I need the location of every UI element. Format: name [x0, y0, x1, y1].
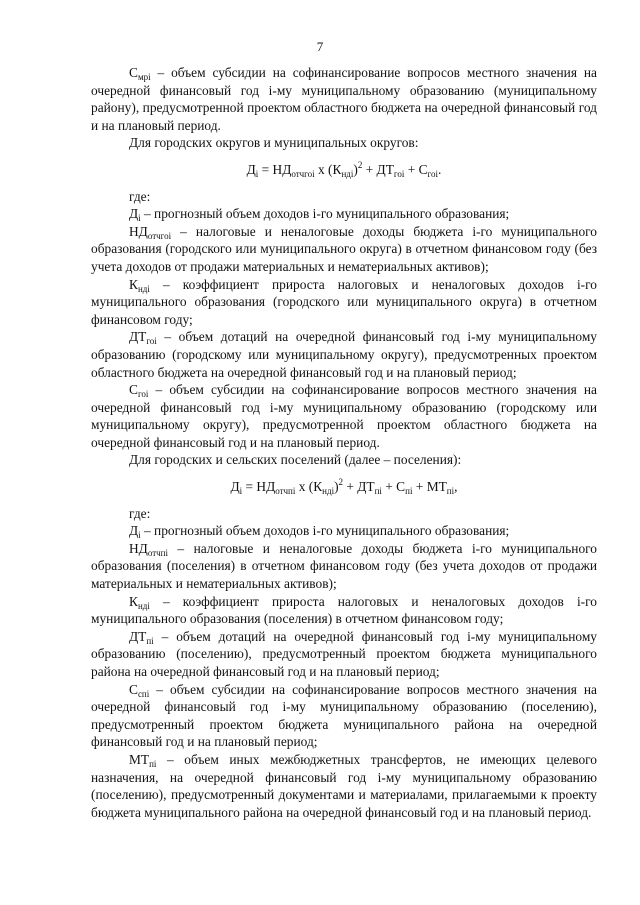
definition-paragraph: [91, 522, 597, 540]
formula-subscript: i: [239, 486, 243, 497]
variable-name: Д: [129, 206, 139, 222]
variable-subscript: cпi: [137, 688, 150, 699]
paragraph-text: Для городских и сельских поселений (далее – поселения):: [129, 452, 462, 468]
formula-text: = НД: [242, 479, 276, 495]
definition-paragraph: [91, 223, 597, 276]
formula-text: + С: [404, 161, 428, 177]
definition-paragraph: [91, 628, 597, 681]
variable-subscript: i: [138, 213, 141, 224]
definition-paragraph: [91, 381, 597, 451]
definition-paragraph: [91, 328, 597, 381]
variable-subscript: отчпi: [147, 547, 168, 558]
variable-subscript: отчгоi: [147, 230, 172, 241]
variable-symbol: [129, 682, 149, 697]
variable-name: ДТ: [129, 628, 147, 644]
formula-text: ): [353, 161, 358, 177]
paragraph-text: – коэффициент прироста налоговых и неналоговых доходов i-го муниципального образования (поселения) в отчетном финансовом году;: [91, 593, 597, 627]
formula-superscript: 2: [338, 477, 344, 488]
formula-text: х (К: [295, 479, 323, 495]
variable-symbol: [129, 329, 157, 347]
variable-symbol: [129, 541, 168, 556]
paragraph-text: – объем субсидии на софинансирование вопросов местного значения на очередной финансовый год i-му муниципальному образованию (поселению), предусмотренный проектом бюджета муниципального района на очередной финансовый год и на плановый период;: [91, 681, 597, 750]
definition-paragraph: [91, 276, 597, 329]
paragraph-text: – налоговые и неналоговые доходы бюджета i-го муниципального образования (городского или муниципального округа) в отчетном финансовом году (без учета доходов от продажи материальных и нематериальных активов);: [91, 223, 597, 274]
formula-subscript: гоi: [427, 168, 438, 179]
variable-name: МТ: [129, 751, 150, 767]
formula-text: + ДТ: [343, 479, 375, 495]
formula-text: + ДТ: [362, 161, 394, 177]
formula-text: ): [334, 479, 339, 495]
formula-text: ,: [454, 479, 458, 495]
paragraph-text: – налоговые и неналоговые доходы бюджета i-го муниципального образования (поселения) в отчетном финансовом году (без учета доходов от продажи материальных и нематериальных активов);: [91, 540, 597, 592]
variable-symbol: [129, 752, 156, 767]
where-label: где:: [129, 505, 151, 521]
variable-subscript: гоi: [146, 336, 157, 347]
variable-subscript: i: [138, 530, 141, 541]
variable-symbol: [129, 206, 141, 224]
variable-name: С: [129, 65, 138, 80]
variable-name: НД: [129, 223, 148, 239]
variable-symbol: [129, 224, 171, 239]
variable-symbol: [129, 277, 150, 292]
paragraph-text: Для городских округов и муниципальных округов:: [129, 135, 419, 151]
definition-paragraph: [91, 540, 597, 593]
formula: [91, 478, 597, 496]
formula-text: = НД: [258, 161, 292, 177]
document-body: [91, 64, 597, 821]
variable-name: К: [129, 593, 138, 609]
definition-paragraph: [91, 205, 597, 223]
paragraph-text: – объем иных межбюджетных трансфертов, не имеющих целевого назначения, на очередной финансовый год i-му муниципальному образованию (поселению), предусмотренный документами и материалами, прилагаемыми к проекту бюджета муниципального района на очередной финансовый год и на плановый период.: [91, 751, 597, 820]
variable-name: Д: [129, 523, 139, 539]
formula-text: .: [438, 161, 442, 177]
formula-subscript: отчгоi: [291, 168, 315, 179]
page-number: 7: [316, 39, 324, 54]
variable-symbol: [129, 382, 149, 400]
variable-symbol: [129, 65, 151, 80]
paragraph-text: – прогнозный объем доходов i-го муниципального образования;: [140, 523, 510, 539]
where-label: где:: [129, 188, 151, 204]
formula-superscript: 2: [357, 159, 363, 170]
formula-text: х (К: [314, 161, 342, 177]
variable-subscript: гоi: [137, 389, 149, 400]
formula-subscript: гоi: [393, 168, 405, 179]
variable-name: С: [129, 382, 138, 398]
paragraph-text: – прогнозный объем доходов i-го муниципального образования;: [140, 206, 510, 222]
formula-subscript: ндi: [341, 168, 354, 179]
formula: [91, 161, 597, 179]
variable-subscript: пi: [149, 758, 157, 769]
variable-subscript: ндi: [137, 600, 150, 611]
paragraph-text: – объем дотаций на очередной финансовый год i-му муниципальному образованию (городскому или муниципальному округу), предусмотренных проектом областного бюджета на очередной финансовый год и на плановый период;: [91, 329, 597, 380]
variable-name: С: [129, 681, 138, 697]
text-paragraph: [91, 134, 597, 152]
formula-text: Д: [230, 479, 240, 495]
formula-subscript: ндi: [322, 486, 335, 497]
variable-subscript: ндi: [137, 283, 150, 294]
definition-paragraph: [91, 751, 597, 821]
paragraph-text: – объем субсидии на софинансирование вопросов местного значения на очередной финансовый год i-му муниципальному образованию (муниципальному району), предусмотренной проектом областного бюджета на очередной финансовый год и на плановый период.: [91, 65, 597, 133]
formula-subscript: пi: [374, 486, 382, 497]
variable-subscript: пi: [146, 635, 154, 646]
definition-paragraph: [91, 64, 597, 134]
variable-name: НД: [129, 540, 148, 556]
formula-subscript: i: [255, 168, 259, 179]
paragraph-text: – объем субсидии на софинансирование вопросов местного значения на очередной финансовый год i-му муниципальному образованию (городскому или муниципальному округу), предусмотренной проектом областного бюджета на очередной финансовый год и на плановый период.: [91, 382, 597, 450]
formula-subscript: пi: [446, 486, 455, 497]
paragraph-text: – коэффициент прироста налоговых и неналоговых доходов i-го муниципального образования (городского или муниципального округа) в отчетном финансовом году;: [91, 276, 597, 327]
variable-symbol: [129, 594, 150, 609]
formula-subscript: пi: [405, 486, 413, 497]
text-paragraph: [91, 451, 597, 469]
formula-text: + С: [381, 479, 406, 495]
definition-paragraph: [91, 681, 597, 751]
variable-name: ДТ: [129, 329, 147, 345]
formula-text: Д: [246, 161, 256, 177]
variable-symbol: [129, 523, 141, 541]
formula-text: + МТ: [412, 479, 447, 495]
formula-subscript: отчпi: [275, 486, 296, 497]
variable-symbol: [129, 629, 154, 644]
definition-paragraph: [91, 593, 597, 628]
variable-name: К: [129, 276, 138, 292]
paragraph-text: – объем дотаций на очередной финансовый год i-му муниципальному образованию (поселению), предусмотренный проектом бюджета муниципального района на очередной финансовый год и на плановый период;: [91, 628, 597, 679]
variable-subscript: мрi: [137, 72, 151, 82]
